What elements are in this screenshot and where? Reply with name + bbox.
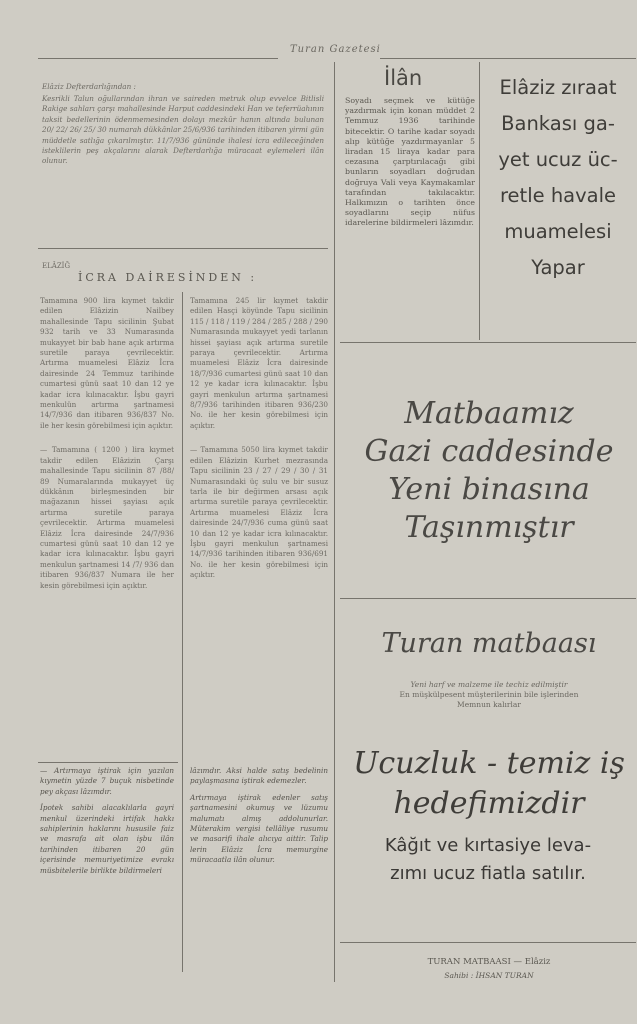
icra-right-column — [190, 296, 328, 587]
ziraat-line: yet ucuz üc- — [498, 148, 618, 171]
ilan-title: İlân — [384, 66, 423, 90]
conditions-paragraph: lâzımdır. Aksi halde satış bedelinin paylaşmasına iştirak edemezler. — [190, 766, 328, 786]
icra-bottom-divider — [38, 762, 178, 763]
matbaa-moved-ad — [345, 395, 633, 547]
conditions-paragraph: — Artırmaya iştirak için yazılan kıymetin yüzde 7 buçuk nisbetinde pey akçası lâzımdır. — [40, 766, 174, 796]
matbaa-line: Gazi caddesinde — [364, 434, 614, 469]
turan-subline: En müşkülpesent müşterilerinin bile işlerinden — [399, 690, 579, 699]
newspaper-header-title: Turan Gazetesi — [290, 44, 381, 55]
icra-conditions-right — [190, 766, 328, 872]
icra-conditions-left — [40, 766, 174, 882]
icra-department-label: ELÂZİĞ — [42, 262, 71, 270]
stationery-ad — [340, 832, 636, 888]
notice-text: Kesrikli Talun oğullarından ihran ve saireden metruk olup evvelce Bitlisli Rakige sahları çarşı mahallesinde Harput caddesindeki Han ve teferrüahının taksit bedellerinin ödenmemesinden dolayı mezkûr hanın altında bulunan 20/ 22/ 26/ 25/ 30 numarah dükkânlar 25/6/936 tarihinden itibaren yirmi gün müddetle satlığa çıkarılmıştır. 11/7/936 gününde ihalesi icra edileceğinden isteklilerin peş akçalarını alarak Defterdarlığa müracaat eylemeleri ilân olunur. — [42, 94, 324, 166]
notice-heading: Elâziz Defterdarlığından : — [42, 82, 136, 91]
icra-left-paragraph: — Tamamına ( 1200 ) lira kıymet takdir edilen Elâzizin Çarşı mahallesinde Tapu sicilinin 87 /88/ 89 Numaralarında mukayyet üç dükkânın birleşmesinden bir mağazanın hissei şayiası açık artırma suretile paraya çevrilecektir. Artırma muamelesi Elâziz İcra dairesinde 24/7/936 cumartesi günü saat 10 dan 12 ye kadar icra kılınacaktır. İşbu gayri menkulun şartnamesi 14 /7/ 936 dan itibaren 936/837 Numara ile her kesin görebilmesi için açıktır. — [40, 445, 174, 590]
stationery-line: Kâğıt ve kırtasiye leva- — [384, 835, 592, 856]
slogan-line: hedefimizdir — [393, 786, 585, 821]
matbaa-line: Yeni binasına — [388, 472, 590, 507]
ziraat-line: Elâziz zıraat — [499, 76, 617, 99]
matbaa-line: Matbaamız — [404, 396, 574, 431]
footer-name: TURAN MATBAASI — Elâziz — [427, 957, 551, 967]
right-section-divider — [340, 342, 636, 343]
header-rule-right — [380, 58, 636, 59]
main-column-divider — [334, 62, 335, 982]
stationery-line: zımı ucuz fiatla satılır. — [390, 863, 586, 884]
turan-subline: Memnun kalırlar — [457, 700, 521, 709]
slogan-ad — [345, 744, 633, 824]
ziraat-line: Bankası ga- — [501, 112, 615, 135]
header-rule — [38, 58, 278, 59]
icra-left-paragraph: Tamamına 900 lira kıymet takdir edilen Elâzizin Nailbey mahallesinde Tapu sicilinin Şubat 932 tarih ve 33 Numarasında mukayyet bir bab hane açık artırma suretile paraya çevrilecektir. Artırma muamelesi Elâziz İcra dairesinde 24 Temmuz tarihinde cumartesi günü saat 10 dan 12 ye kadar icra kılınacaktır. İşbu gayri menkulün artırma şartnamesi 14/7/936 dan itibaren 936/837 No. ile her kesin görebilmesi için açıktır. — [40, 296, 174, 430]
ziraat-line: retle havale — [499, 184, 617, 207]
ilan-text: Soyadı seçmek ve kütüğe yazdırmak için konan müddet 2 Temmuz 1936 tarihinde bitecektir. O tarihe kadar soyadı alıp kütüğe yazdırmayanlar 5 liradan 15 liraya kadar para cezasına çarptırılacağı gibi bunların soyadları doğrudan doğruya Vali veya Kaymakamlar tarafından takılacaktır. Halkımızın o tarihten önce soyadlarını seçip nüfus idarelerine bildirmeleri lâzımdır. — [345, 96, 475, 228]
conditions-paragraph: İpotek sahibi alacaklılarla gayri menkul üzerindeki irtifak hakkı sahiplerinin haklarını hususile faiz ve masrafa ait olan işbu ilân tarihinden itibaren 20 gün içerisinde memuriyetimize evrakı müsbitelerile birlikte bildirmeleri — [40, 803, 174, 875]
matbaa-line: Taşınmıştır — [404, 510, 574, 545]
icra-right-paragraph: — Tamamına 5050 lira kıymet takdir edilen Elâzizin Kurhet mezrasında Tapu sicilinin 23 / 27 / 29 / 30 / 31 Numarasındaki üç sulu ve bir susuz tarla ile bir değirmen arsası açık artırma suretile paraya çevrilecektir. Artırma muamelesi Elâziz İcra dairesinde 24/7/936 cuma günü saat 10 dan 12 ye kadar icra kılınacaktır. İşbu gayri menkulun şartnamesi 14/7/936 tarihinden itibaren 936/691 No. ile her kesin görebilmesi için açıktır. — [190, 445, 328, 580]
right-section-divider — [340, 598, 636, 599]
footer-owner: Sahibi : İHSAN TURAN — [444, 971, 534, 980]
ziraat-line: Yapar — [531, 256, 585, 279]
icra-title: İCRA DAİRESİNDEN : — [78, 271, 258, 284]
slogan-line: Ucuzluk - temiz iş — [353, 746, 625, 781]
footer-imprint — [345, 956, 633, 982]
icra-right-paragraph: Tamamına 245 lir kıymet takdir edilen Hasçi köyünde Tapu sicilinin 115 / 118 / 119 / 284 / 285 / 288 / 290 Numarasında mukayyet yedi tarlanın hissei şayiası açık artırma suretile paraya çevrilecektir. Artırma muamelesi Elâziz İcra dairesinde 18/7/936 cumartesi günü saat 10 dan 12 ye kadar icra kılınacaktır. İşbu gayri menkulun artırma şartnamesi 8/7/936 tarihinden itibaren 936/230 No. ile her kesin görebilmesi için açıktır. — [190, 296, 328, 430]
turan-matbaasi-subtext — [345, 680, 633, 710]
notice-divider — [38, 248, 328, 249]
turan-subline: Yeni harf ve malzeme ile techiz edilmiştir — [410, 680, 568, 689]
ilan-divider — [479, 62, 480, 340]
icra-left-column — [40, 296, 174, 597]
conditions-paragraph: Artırmaya iştirak edenler satış şartnamesini okumuş ve lüzumu malumatı almış addolunurlar. Müterakim vergisi tellâliye rusumu ve masarifi ihale alıcıya aittir. Talip lerin Elâziz İcra memurgine müracaatla ilân olunur. — [190, 792, 328, 865]
ziraat-bank-ad — [483, 70, 633, 286]
turan-matbaasi-title: Turan matbaası — [381, 628, 597, 659]
ziraat-line: muamelesi — [504, 220, 612, 243]
footer-divider — [340, 942, 636, 943]
defterdarlik-notice — [42, 82, 324, 167]
icra-column-divider — [182, 292, 183, 972]
